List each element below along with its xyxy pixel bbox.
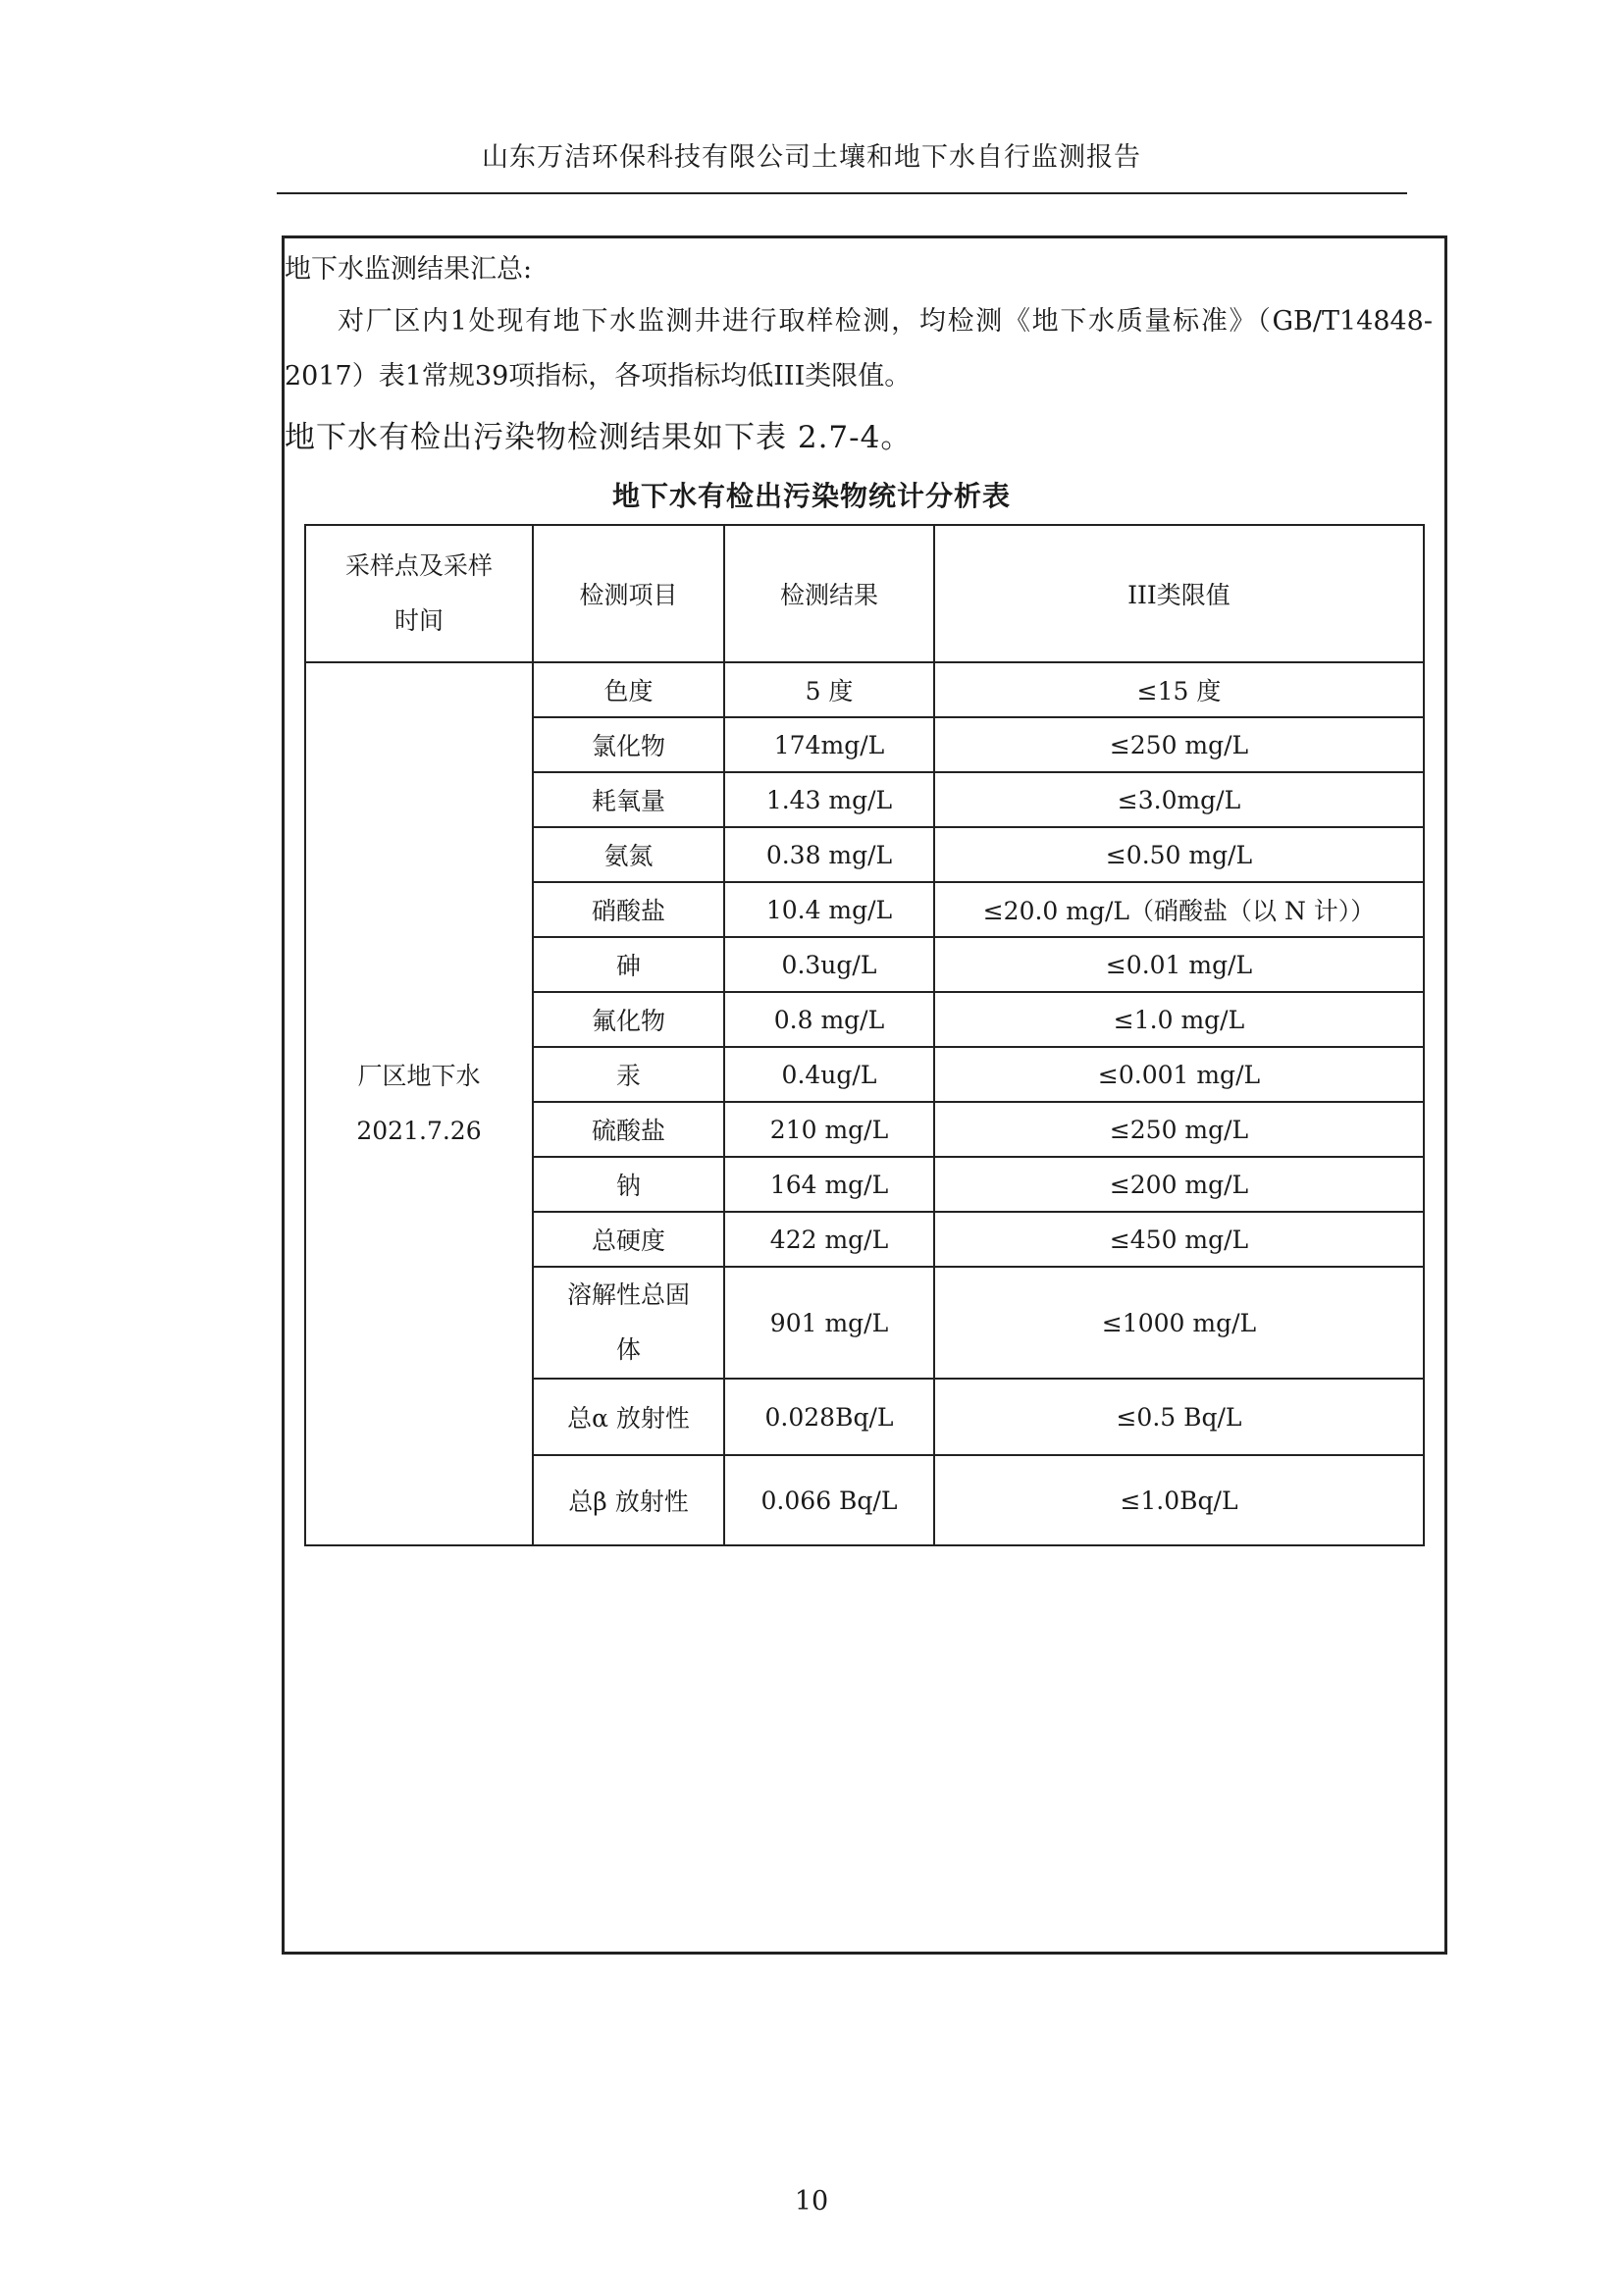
item-cell xyxy=(533,1267,724,1379)
summary-heading: 地下水监测结果汇总: xyxy=(285,254,533,285)
result-cell: 422 mg/L xyxy=(724,1212,934,1267)
result-cell: 1.43 mg/L xyxy=(724,772,934,827)
page-number: 10 xyxy=(794,2186,829,2217)
limit-cell: ≤250 mg/L xyxy=(934,1102,1424,1157)
item-cell: 总硬度 xyxy=(533,1212,724,1267)
header-sample-line1: 采样点及采样 xyxy=(344,551,493,580)
item-cell: 氟化物 xyxy=(533,992,724,1047)
limit-cell: ≤450 mg/L xyxy=(934,1212,1424,1267)
limit-cell: ≤1.0 mg/L xyxy=(934,992,1424,1047)
header-test-result: 检测结果 xyxy=(724,525,934,662)
result-cell: 164 mg/L xyxy=(724,1157,934,1212)
groundwater-results-table xyxy=(304,524,1425,1546)
result-cell: 0.38 mg/L xyxy=(724,827,934,882)
limit-cell: ≤250 mg/L xyxy=(934,717,1424,772)
item-line2: 体 xyxy=(615,1335,641,1364)
limit-cell: ≤200 mg/L xyxy=(934,1157,1424,1212)
header-class-iii-limit: III类限值 xyxy=(934,525,1424,662)
limit-cell: ≤0.5 Bq/L xyxy=(934,1379,1424,1455)
header-test-item: 检测项目 xyxy=(533,525,724,662)
result-cell: 0.066 Bq/L xyxy=(724,1455,934,1545)
sample-location: 厂区地下水 xyxy=(357,1062,481,1090)
item-line1: 溶解性总固 xyxy=(566,1280,690,1309)
item-cell: 总α 放射性 xyxy=(533,1379,724,1455)
result-cell: 0.3ug/L xyxy=(724,937,934,992)
item-cell: 色度 xyxy=(533,662,724,717)
limit-cell: ≤1.0Bq/L xyxy=(934,1455,1424,1545)
result-cell: 210 mg/L xyxy=(724,1102,934,1157)
limit-cell: ≤0.01 mg/L xyxy=(934,937,1424,992)
result-cell: 0.028Bq/L xyxy=(724,1379,934,1455)
item-cell: 硫酸盐 xyxy=(533,1102,724,1157)
item-cell: 砷 xyxy=(533,937,724,992)
table-header-row xyxy=(305,525,1424,662)
summary-paragraph: 对厂区内1处现有地下水监测井进行取样检测，均检测《地下水质量标准》（GB/T14848-2017）表1常规39项指标，各项指标均低III类限值。 xyxy=(285,306,1433,391)
limit-cell: ≤20.0 mg/L（硝酸盐（以 N 计）） xyxy=(934,882,1424,937)
sample-cell xyxy=(305,662,533,1545)
table-title: 地下水有检出污染物统计分析表 xyxy=(611,480,1011,512)
item-cell: 氨氮 xyxy=(533,827,724,882)
table-row xyxy=(305,662,1424,717)
header-divider xyxy=(277,192,1407,194)
item-cell: 氯化物 xyxy=(533,717,724,772)
result-cell: 0.8 mg/L xyxy=(724,992,934,1047)
limit-cell: ≤3.0mg/L xyxy=(934,772,1424,827)
table-intro-text: 地下水有检出污染物检测结果如下表 2.7-4。 xyxy=(285,420,913,455)
result-cell: 901 mg/L xyxy=(724,1267,934,1379)
limit-cell: ≤0.50 mg/L xyxy=(934,827,1424,882)
limit-cell: ≤0.001 mg/L xyxy=(934,1047,1424,1102)
item-cell: 汞 xyxy=(533,1047,724,1102)
limit-cell: ≤1000 mg/L xyxy=(934,1267,1424,1379)
sample-date: 2021.7.26 xyxy=(356,1117,482,1145)
header-sample-point xyxy=(305,525,533,662)
item-cell: 总β 放射性 xyxy=(533,1455,724,1545)
result-cell: 10.4 mg/L xyxy=(724,882,934,937)
result-cell: 0.4ug/L xyxy=(724,1047,934,1102)
report-header-title: 山东万洁环保科技有限公司土壤和地下水自行监测报告 xyxy=(482,142,1141,173)
item-cell: 耗氧量 xyxy=(533,772,724,827)
item-cell: 硝酸盐 xyxy=(533,882,724,937)
result-cell: 5 度 xyxy=(724,662,934,717)
item-cell: 钠 xyxy=(533,1157,724,1212)
header-sample-line2: 时间 xyxy=(393,606,444,635)
result-cell: 174mg/L xyxy=(724,717,934,772)
limit-cell: ≤15 度 xyxy=(934,662,1424,717)
